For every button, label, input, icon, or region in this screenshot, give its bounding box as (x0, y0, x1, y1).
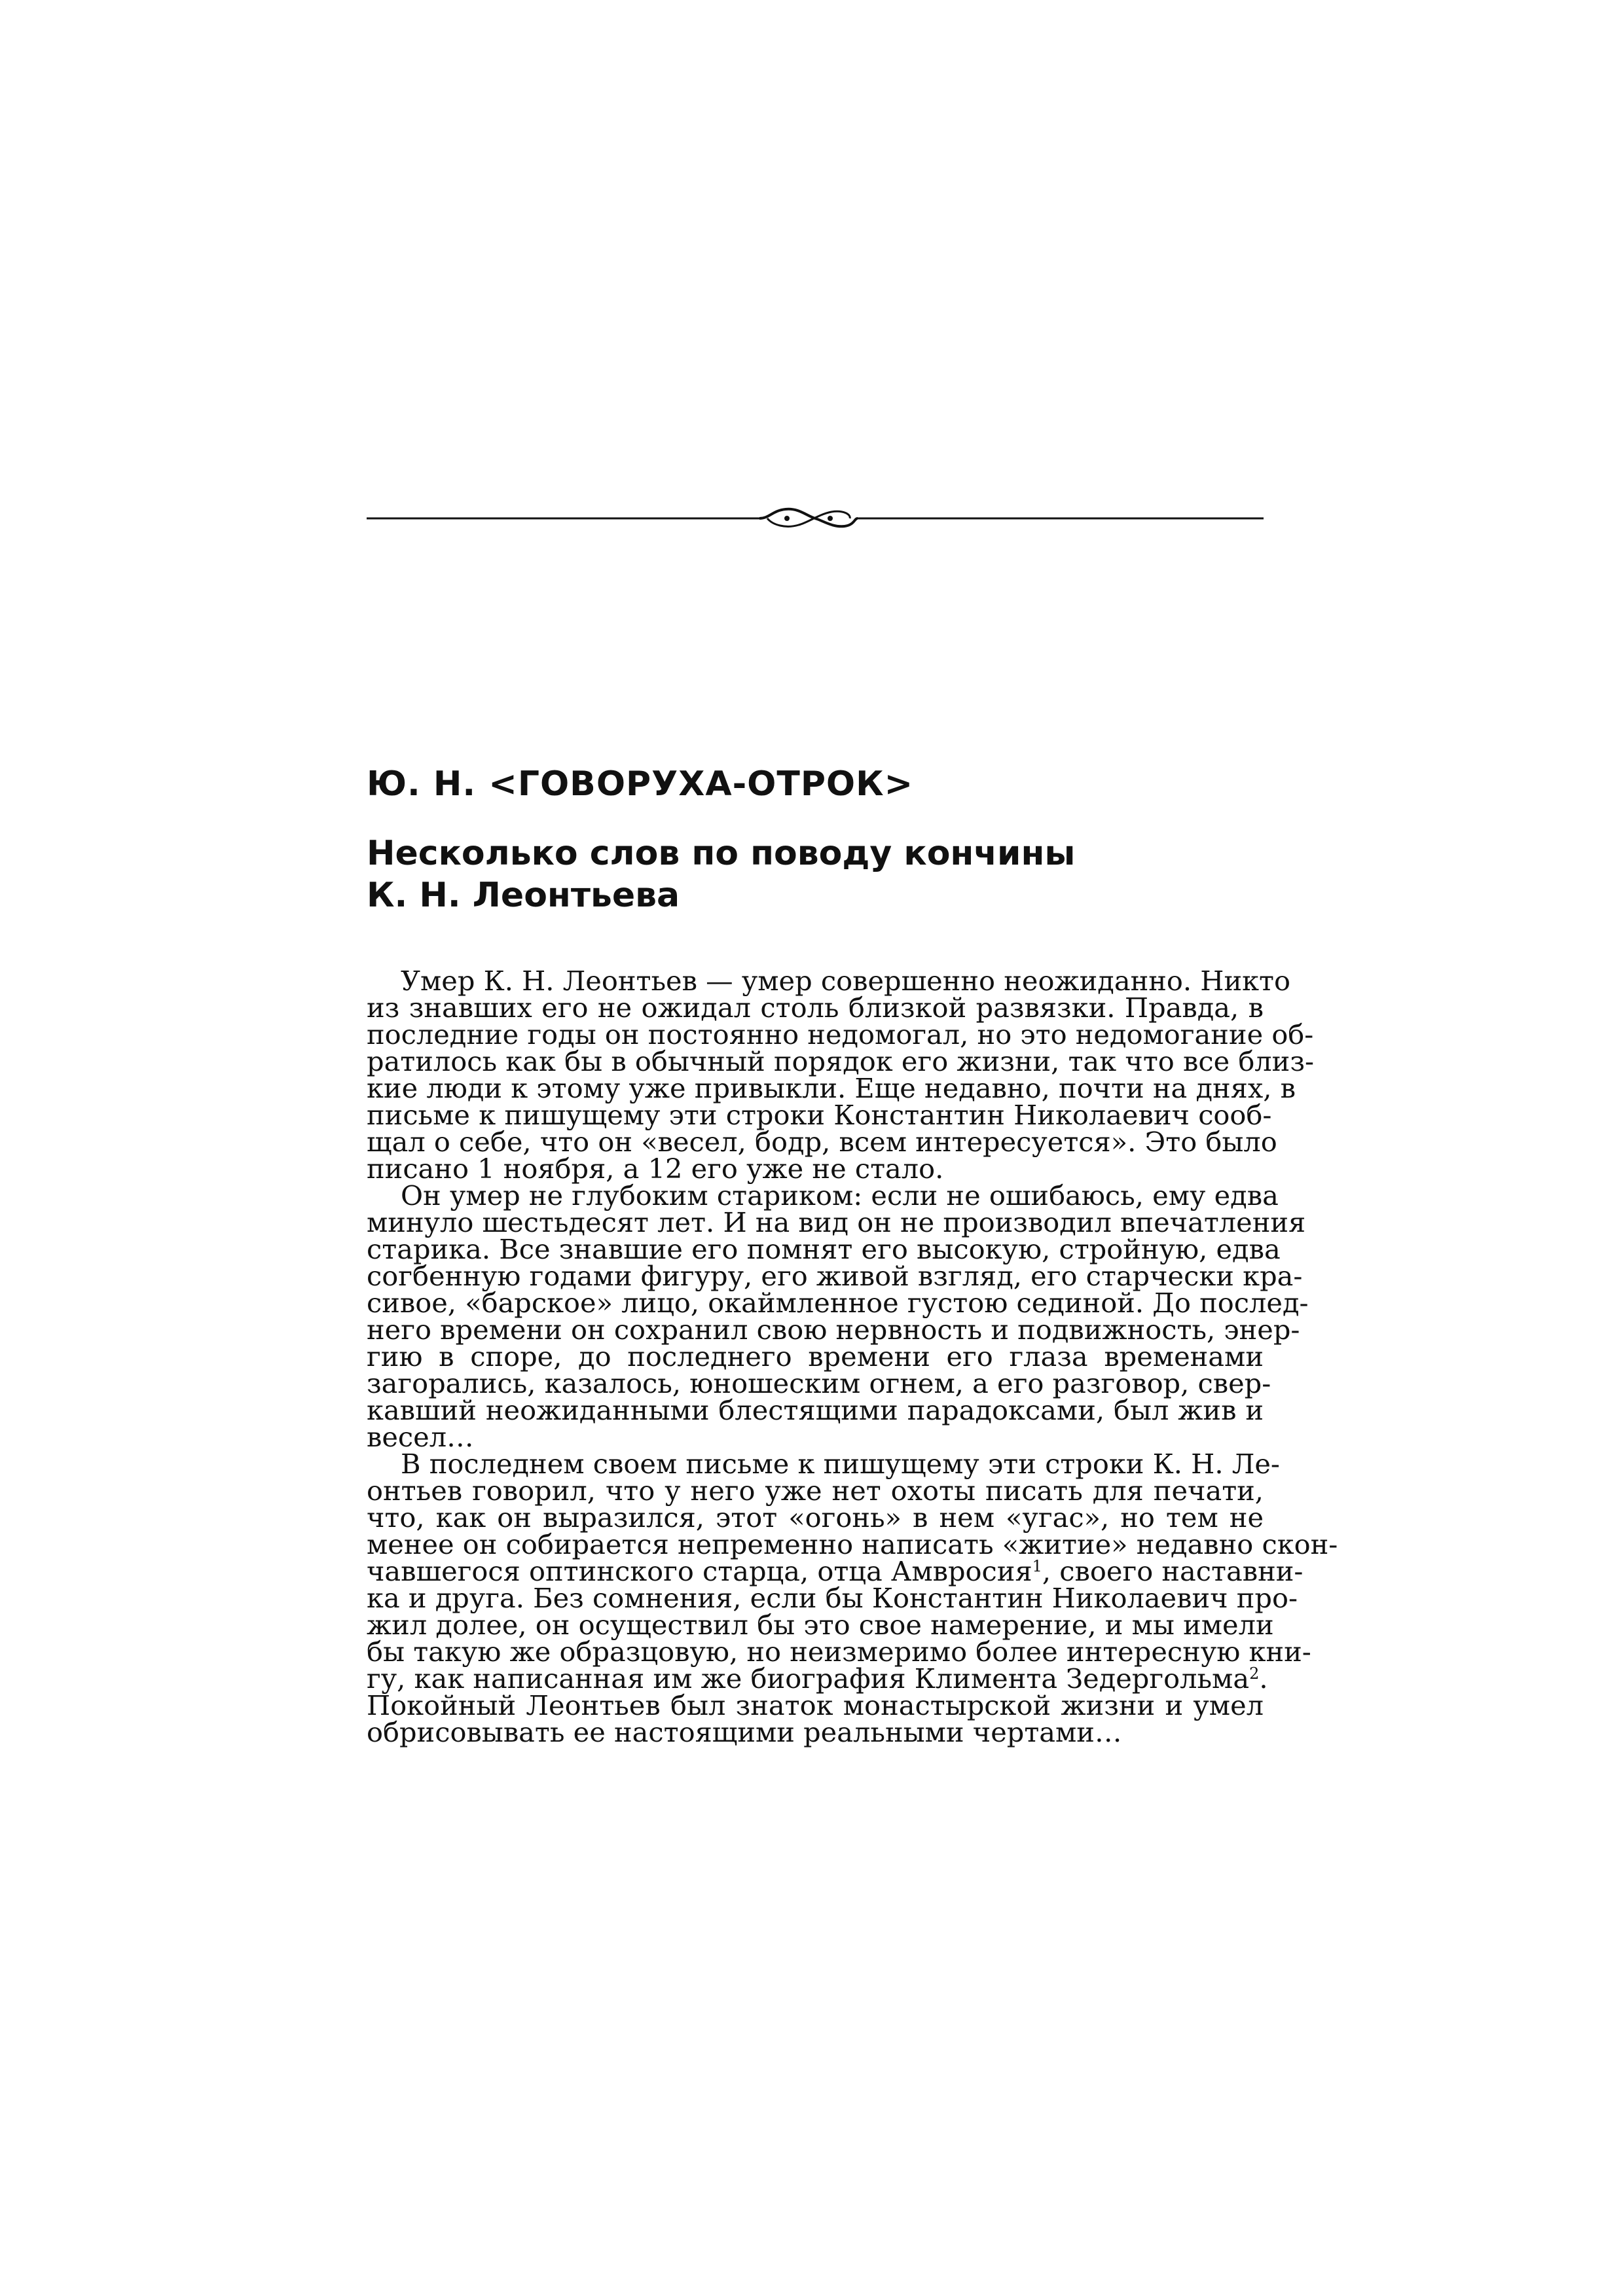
body-line: писано 1 ноября, а 12 его уже не стало. (367, 1153, 944, 1185)
body-line: сивое, «барское» лицо, окаймленное густою сединой. До послед- (367, 1287, 1309, 1319)
body-line: бы такую же образцовую, но неизмеримо более интересную кни- (367, 1636, 1311, 1668)
author-heading: Ю. Н. <ГОВОРУХА-ОТРОК> (367, 764, 914, 804)
article-title-line: Несколько слов по поводу кончины (367, 834, 1076, 873)
body-line: кие люди к этому уже привыкли. Еще недавно, почти на днях, в (367, 1072, 1296, 1104)
body-line: В последнем своем письме к пишущему эти строки К. Н. Ле- (401, 1448, 1280, 1480)
body-line: онтьев говорил, что у него уже нет охоты писать для печати, (367, 1475, 1264, 1507)
body-line: гию в споре, до последнего времени его глаза временами (367, 1340, 1264, 1372)
body-line: ратилось как бы в обычный порядок его жизни, так что все близ- (367, 1045, 1314, 1077)
body-line: ка и друга. Без сомнения, если бы Константин Николаевич про- (367, 1582, 1298, 1614)
article-title (367, 833, 1283, 916)
body-line-part: . (1259, 1662, 1268, 1695)
body-line: старика. Все знавшие его помнят его высокую, стройную, едва (367, 1233, 1281, 1265)
body-line: жил долее, он осуществил бы это свое намерение, и мы имели (367, 1609, 1274, 1641)
body-line: последние годы он постоянно недомогал, но это недомогание об- (367, 1018, 1314, 1050)
footnote-ref-1[interactable]: 1 (1032, 1557, 1042, 1575)
body-line: кавший неожиданными блестящими парадоксами, был жив и (367, 1394, 1264, 1426)
body-line: Умер К. Н. Леонтьев — умер совершенно неожиданно. Никто (401, 965, 1290, 997)
body-line: Покойный Леонтьев был знаток монастырской жизни и умел (367, 1689, 1264, 1721)
body-line: из знавших его не ожидал столь близкой развязки. Правда, в (367, 992, 1264, 1024)
body-line: что, как он выразился, этот «огонь» в нем «угас», но тем не (367, 1501, 1264, 1534)
article-title-line: К. Н. Леонтьева (367, 876, 680, 915)
body-line-part: чавшегося оптинского старца, отца Амвросия (367, 1555, 1032, 1587)
body-line: весел… (367, 1421, 474, 1453)
article-body (367, 965, 1338, 1748)
ornamental-rule (367, 499, 1264, 538)
body-line: Он умер не глубоким стариком: если не ошибаюсь, ему едва (401, 1179, 1279, 1211)
body-line: согбенную годами фигуру, его живой взгляд, его старчески кра- (367, 1260, 1303, 1292)
body-line: письме к пишущему эти строки Константин Николаевич сооб- (367, 1099, 1272, 1131)
body-line: минуло шестьдесят лет. И на вид он не производил впечатления (367, 1206, 1306, 1238)
body-line-part: гу, как написанная им же биография Климента Зедергольма (367, 1662, 1250, 1695)
body-line: него времени он сохранил свою нервность и подвижность, энер- (367, 1314, 1300, 1346)
footnote-ref-2[interactable]: 2 (1249, 1664, 1260, 1683)
body-line (367, 1662, 1268, 1695)
body-line: загорались, казалось, юношеским огнем, а его разговор, свер- (367, 1367, 1271, 1399)
body-line: щал о себе, что он «весел, бодр, всем интересуется». Это было (367, 1126, 1277, 1158)
body-line: обрисовывать ее настоящими реальными чертами… (367, 1716, 1122, 1748)
body-line: менее он собирается непременно написать «житие» недавно скон- (367, 1528, 1338, 1560)
body-line-part: , своего наставни- (1042, 1555, 1304, 1587)
body-line (367, 1555, 1304, 1587)
